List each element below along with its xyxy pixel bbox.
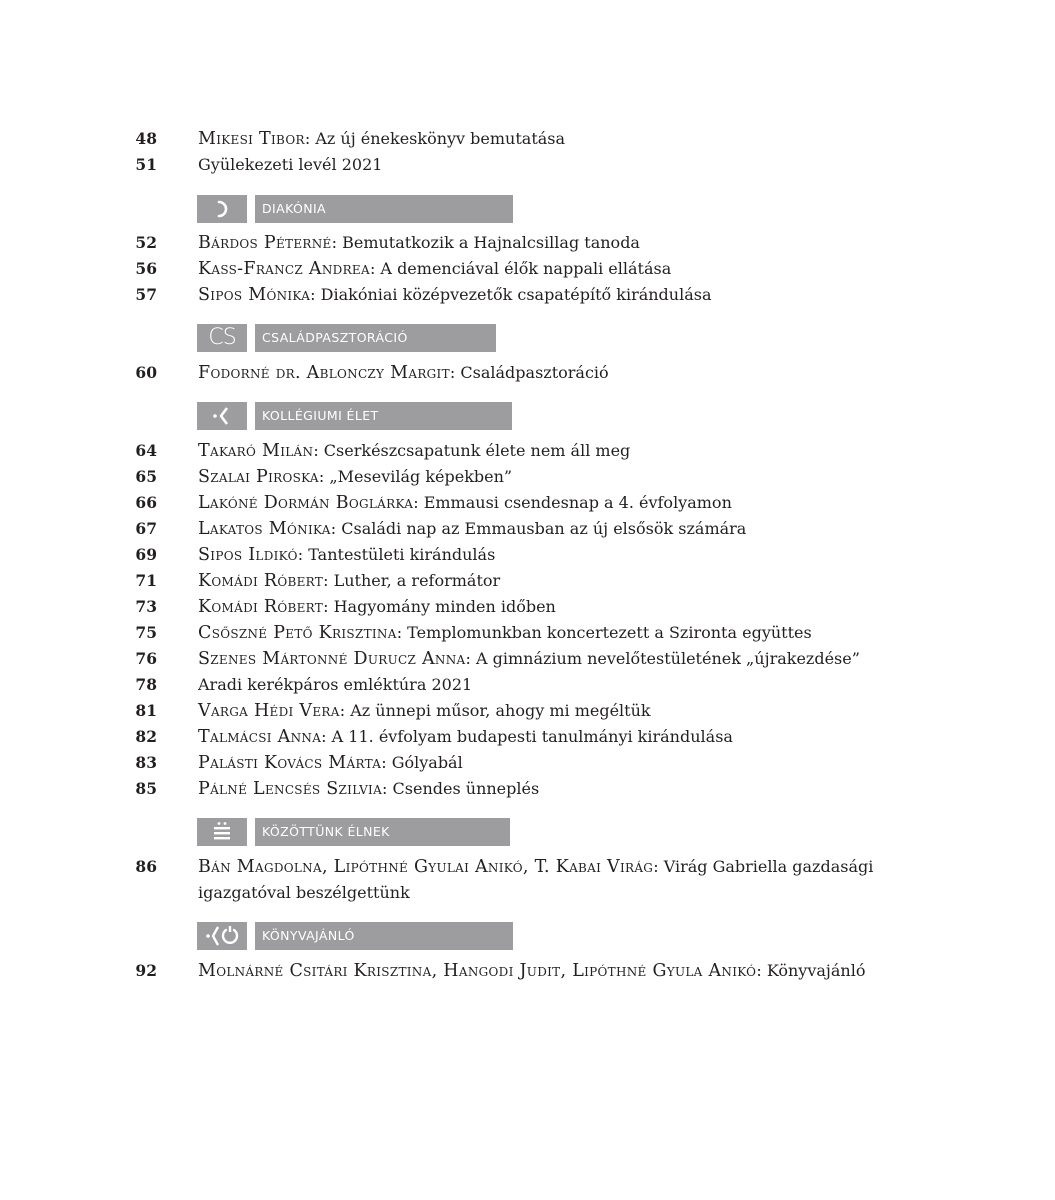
toc-entry[interactable]: 65 Szalai Piroska: „Mesevilág képekben” [0,464,1055,490]
entry-title-continued: igazgatóval beszélgettünk [198,883,410,902]
toc-entry[interactable]: 82 Talmácsi Anna: A 11. évfolyam budapesti tanulmányi kirándulása [0,724,1055,750]
entry-title: Hagyomány minden időben [333,597,556,616]
toc-entry[interactable]: 52 Bárdos Péterné: Bemutatkozik a Hajnalcsillag tanoda [0,230,1055,256]
entry-title: Aradi kerékpáros emléktúra 2021 [198,675,473,694]
toc-entry[interactable]: 60 Fodorné dr. Ablonczy Margit: Családpasztoráció [0,360,1055,386]
page-number: 75 [135,623,157,642]
author: Molnárné Csitári Krisztina, Hangodi Judit, Lipóthné Gyula Anikó [198,961,757,981]
toc-entry[interactable]: 56 Kass-Francz Andrea: A demenciával élők nappali ellátása [0,256,1055,282]
author: Sipos Ildikó [198,545,298,565]
toc-entry[interactable]: 86 Bán Magdolna, Lipóthné Gyulai Anikó, T. Kabai Virág: Virág Gabriella gazdasági igazgatóval beszélgettünk [0,854,1055,906]
author: Talmácsi Anna [198,727,322,747]
entry-title: „Mesevilág képekben” [329,467,513,486]
author: Mikesi Tibor [198,129,305,149]
toc-entry[interactable] [0,672,1055,698]
toc-entry[interactable]: 57 Sipos Mónika: Diakóniai középvezetők csapatépítő kirándulása [0,282,1055,308]
author: Komádi Róbert [198,597,324,617]
page-number: 65 [135,467,157,486]
author: Bárdos Péterné [198,233,332,253]
page-number: 92 [135,961,157,980]
entry-title: Családpasztoráció [460,363,609,382]
entry-title: Az ünnepi műsor, ahogy mi megéltük [350,701,651,720]
entry-title: Gyülekezeti levél 2021 [198,155,383,174]
page-number: 86 [135,857,157,876]
author: Szenes Mártonné Durucz Anna [198,649,466,669]
toc-entry[interactable] [0,152,1055,178]
toc-entry[interactable]: 92 Molnárné Csitári Krisztina, Hangodi Judit, Lipóthné Gyula Anikó: Könyvajánló [0,958,1055,984]
section-label: KOLLÉGIUMI ÉLET [255,402,512,430]
author: Bán Magdolna, Lipóthné Gyulai Anikó, T. Kabai Virág [198,857,654,877]
page-number: 66 [135,493,157,512]
entry-title: A gimnázium nevelőtestületének „újrakezdése” [475,649,860,668]
page-number: 83 [135,753,157,772]
page-number: 67 [135,519,157,538]
toc-entry[interactable]: 67 Lakatos Mónika: Családi nap az Emmausban az új elsősök számára [0,516,1055,542]
entry-title: Csendes ünneplés [392,779,540,798]
entry-title: Templomunkban koncertezett a Szironta együttes [407,623,812,642]
toc-entry[interactable]: 76 Szenes Mártonné Durucz Anna: A gimnázium nevelőtestületének „újrakezdése” [0,646,1055,672]
lines-icon [197,818,247,846]
page-number: 71 [135,571,157,590]
author: Lakóné Dormán Boglárka [198,493,414,513]
toc-entry[interactable]: 69 Sipos Ildikó: Tantestületi kirándulás [0,542,1055,568]
entry-title: Diakóniai középvezetők csapatépítő kirándulása [320,285,712,304]
author: Szalai Piroska [198,467,319,487]
page-number: 82 [135,727,157,746]
page-number: 48 [135,129,157,148]
toc-entry[interactable]: 81 Varga Hédi Vera: Az ünnepi műsor, ahogy mi megéltük [0,698,1055,724]
section-label: CSALÁDPASZTORÁCIÓ [255,324,496,352]
entry-title: Luther, a reformátor [333,571,501,590]
section-label: DIAKÓNIA [255,195,513,223]
diakonia-icon [197,195,247,223]
section-label: KÖNYVAJÁNLÓ [255,922,513,950]
entry-title: Tantestületi kirándulás [308,545,496,564]
toc-entry[interactable]: 85 Pálné Lencsés Szilvia: Csendes ünneplés [0,776,1055,802]
page-number: 60 [135,363,157,382]
page-number: 52 [135,233,157,252]
entry-title: Virág Gabriella gazdasági [663,857,874,876]
cs-icon: CS [197,324,247,352]
toc-entry[interactable]: 75 Csőszné Pető Krisztina: Templomunkban koncertezett a Szironta együttes [0,620,1055,646]
toc-entry[interactable]: 73 Komádi Róbert: Hagyomány minden időben [0,594,1055,620]
entry-title: Bemutatkozik a Hajnalcsillag tanoda [342,233,640,252]
entry-title: Az új énekeskönyv bemutatása [315,129,566,148]
page-number: 64 [135,441,157,460]
page-number: 57 [135,285,157,304]
author: Pálné Lencsés Szilvia [198,779,383,799]
toc-entry[interactable]: 48 Mikesi Tibor: Az új énekeskönyv bemutatása [0,126,1055,152]
entry-title: Gólyabál [391,753,463,772]
page-number: 51 [135,155,157,174]
page-number: 56 [135,259,157,278]
author: Fodorné dr. Ablonczy Margit [198,363,450,383]
author: Palásti Kovács Márta [198,753,382,773]
page-number: 73 [135,597,157,616]
toc-entry[interactable]: 66 Lakóné Dormán Boglárka: Emmausi csendesnap a 4. évfolyamon [0,490,1055,516]
toc-entry[interactable]: 71 Komádi Róbert: Luther, a reformátor [0,568,1055,594]
page-number: 69 [135,545,157,564]
author: Lakatos Mónika [198,519,331,539]
toc-entry[interactable]: 64 Takaró Milán: Cserkészcsapatunk élete nem áll meg [0,438,1055,464]
author: Kass-Francz Andrea [198,259,370,279]
entry-title: Cserkészcsapatunk élete nem áll meg [323,441,631,460]
kollegium-icon [197,402,247,430]
author: Sipos Mónika [198,285,311,305]
page-number: 76 [135,649,157,668]
author: Varga Hédi Vera [198,701,340,721]
section-label: KÖZÖTTÜNK ÉLNEK [255,818,510,846]
entry-title: A demenciával élők nappali ellátása [380,259,672,278]
toc-entry[interactable]: 83 Palásti Kovács Márta: Gólyabál [0,750,1055,776]
entry-title: Családi nap az Emmausban az új elsősök számára [341,519,747,538]
page-number: 81 [135,701,157,720]
page-number: 85 [135,779,157,798]
author: Komádi Róbert [198,571,324,591]
author: Csőszné Pető Krisztina [198,623,397,643]
entry-title: Emmausi csendesnap a 4. évfolyamon [423,493,732,512]
author: Takaró Milán [198,441,314,461]
entry-title: Könyvajánló [766,961,866,980]
book-icon [197,922,247,950]
page-number: 78 [135,675,157,694]
entry-title: A 11. évfolyam budapesti tanulmányi kirándulása [331,727,733,746]
